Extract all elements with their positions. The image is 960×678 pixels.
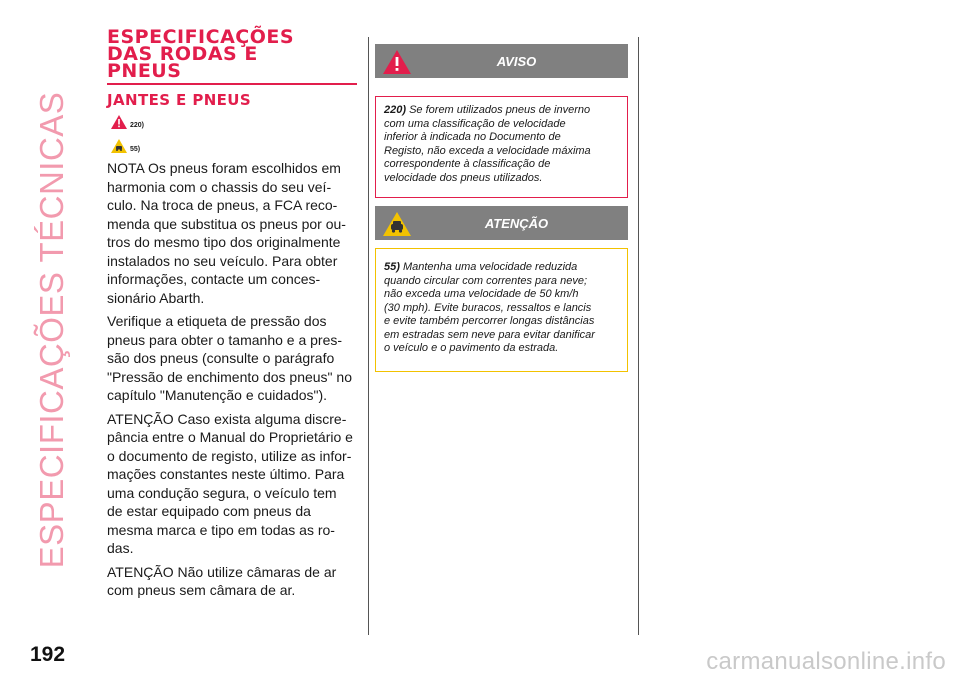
- paragraph-nota: NOTA Os pneus foram escolhidos em harmonia com o chassis do seu veí- culo. Na troca de pneus, a FCA reco- menda que substitua os pneus por ou- tros do mesmo tipo dos originalmente instalados no seu veículo. Para obter informações, contacte um conces- sionário Abarth.: [107, 160, 346, 306]
- paragraph-etiqueta: Verifique a etiqueta de pressão dos pneus para obter o tamanho e a pres- são dos pneus (consulte o parágrafo "Pressão de enchimento dos pneus" no capítulo "Manutenção e cuidados").: [107, 313, 352, 403]
- column-divider-left: [368, 37, 369, 635]
- section-title: ESPECIFICAÇÕES DAS RODAS E PNEUS: [107, 26, 295, 82]
- warning-triangle-icon: [111, 115, 127, 129]
- aviso-box: 220) Se forem utilizados pneus de inverno com uma classificação de velocidade inferior à indicada no Documento de Registo, não exceda a velocidade máxima correspondente à classificação de velocidade dos pneus utilizados.: [375, 96, 628, 198]
- aviso-header: AVISO: [375, 44, 628, 78]
- paragraph-atencao-discrepancia: ATENÇÃO Caso exista alguma discre- pância entre o Manual do Proprietário e o documento de registo, utilize as infor- mações constantes neste último. Para uma condução segura, o veículo tem de estar equipado com pneus da mesma marca e tipo em todas as ro- das.: [107, 410, 353, 556]
- caution-car-icon: [111, 139, 127, 153]
- section-subtitle: JANTES E PNEUS: [107, 91, 252, 109]
- watermark: carmanualsonline.info: [706, 648, 946, 675]
- warning-ref[interactable]: 220): [111, 113, 359, 129]
- caution-ref[interactable]: 55): [111, 137, 359, 153]
- paragraph-atencao-camaras: ATENÇÃO Não utilize câmaras de ar com pneus sem câmara de ar.: [107, 563, 337, 598]
- left-column: [107, 26, 359, 600]
- warning-triangle-icon: [383, 50, 411, 74]
- caution-car-icon: [383, 212, 411, 236]
- title-rule: [107, 83, 357, 85]
- atencao-header: ATENÇÃO: [375, 206, 628, 240]
- atencao-box: 55) Mantenha uma velocidade reduzida quando circular com correntes para neve; não exceda uma velocidade de 50 km/h (30 mph). Evite buracos, ressaltos e lancis e evite também percorrer longas distâncias em estradas sem neve para evitar danificar o veículo e o pavimento da estrada.: [375, 248, 628, 372]
- column-divider-right: [638, 37, 639, 635]
- right-column: [375, 44, 628, 372]
- page-number: 192: [30, 643, 66, 666]
